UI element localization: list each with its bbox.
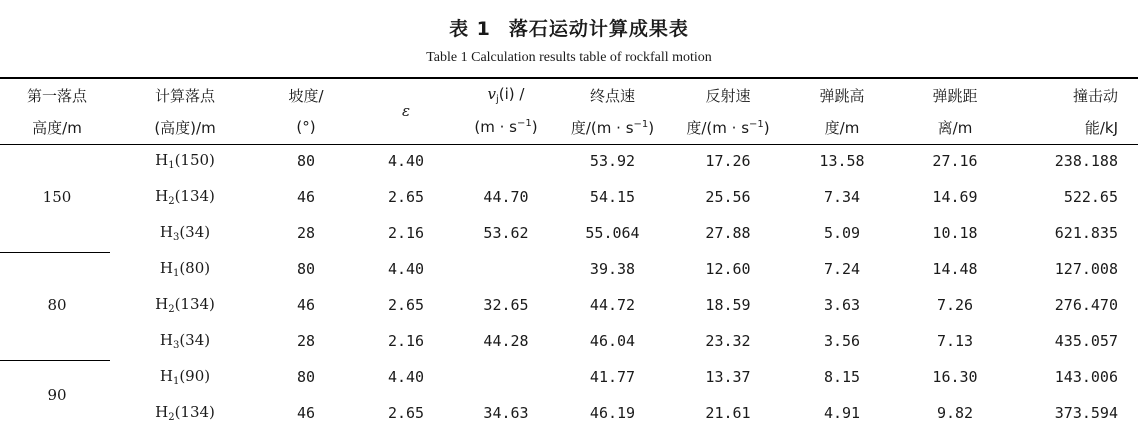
header-slope: 坡度/ bbox=[288, 86, 324, 105]
jump-height-cell: 5.09 bbox=[823, 224, 861, 242]
jump-distance-cell: 9.82 bbox=[936, 404, 974, 422]
impact-energy-cell: 522.65 bbox=[1063, 188, 1118, 206]
jump-height-cell: 4.91 bbox=[823, 404, 861, 422]
epsilon-cell: 2.65 bbox=[387, 296, 425, 314]
epsilon-cell: 4.40 bbox=[387, 260, 425, 278]
reflect-velocity-cell: 13.37 bbox=[705, 368, 751, 386]
reflect-velocity-cell: 17.26 bbox=[705, 152, 751, 170]
slope-cell: 80 bbox=[296, 260, 316, 278]
slope-cell: 80 bbox=[296, 152, 316, 170]
jump-distance-cell: 14.69 bbox=[932, 188, 978, 206]
velocity-cell: 34.63 bbox=[483, 404, 529, 422]
header-calc-point-unit: (高度)/m bbox=[154, 118, 216, 137]
calc-point-cell: $H_2(134)$ bbox=[155, 295, 215, 315]
header-slope-unit: (°) bbox=[296, 118, 316, 136]
slope-cell: 28 bbox=[296, 224, 316, 242]
header-impact-energy: 撞击动 bbox=[1072, 86, 1118, 105]
header-reflect-velocity: 反射速 bbox=[705, 86, 751, 105]
header-first-point-unit: 高度/m bbox=[32, 118, 82, 137]
header-jump-height-unit: 度/m bbox=[824, 118, 860, 137]
velocity-cell: 44.70 bbox=[483, 188, 529, 206]
header-jump-distance-unit: 离/m bbox=[937, 118, 973, 137]
jump-distance-cell: 14.48 bbox=[932, 260, 978, 278]
jump-height-cell: 3.56 bbox=[823, 332, 861, 350]
header-epsilon: ε bbox=[401, 102, 411, 120]
velocity-cell: 53.62 bbox=[483, 224, 529, 242]
calc-point-cell: $H_3(34)$ bbox=[159, 331, 211, 351]
velocity-cell: 32.65 bbox=[483, 296, 529, 314]
table-title-zh: 落石运动计算成果表 bbox=[508, 18, 689, 40]
reflect-velocity-cell: 27.88 bbox=[705, 224, 751, 242]
table-row bbox=[0, 395, 1138, 431]
jump-distance-cell: 7.26 bbox=[936, 296, 974, 314]
end-velocity-cell: 55.064 bbox=[585, 224, 640, 242]
slope-cell: 46 bbox=[296, 296, 316, 314]
jump-distance-cell: 27.16 bbox=[932, 152, 978, 170]
table-row bbox=[0, 359, 1138, 395]
table-title bbox=[0, 14, 1138, 41]
calc-point-cell: $H_2(134)$ bbox=[155, 403, 215, 423]
calc-point-cell: $H_1(80)$ bbox=[159, 259, 211, 279]
velocity-cell bbox=[456, 251, 556, 287]
end-velocity-cell: 39.38 bbox=[589, 260, 636, 278]
slope-cell: 80 bbox=[296, 368, 316, 386]
slope-cell: 46 bbox=[296, 404, 316, 422]
header-jump-height: 弹跳高 bbox=[819, 86, 865, 105]
jump-height-cell: 8.15 bbox=[823, 368, 861, 386]
header-reflect-velocity-unit: 度$/(m \cdot s^{-1})$ bbox=[686, 118, 770, 137]
end-velocity-cell: 53.92 bbox=[589, 152, 636, 170]
table-row bbox=[0, 251, 1138, 287]
reflect-velocity-cell: 21.61 bbox=[705, 404, 751, 422]
impact-energy-cell: 435.057 bbox=[1054, 332, 1118, 350]
velocity-cell: 44.28 bbox=[483, 332, 529, 350]
group-height-cell: 90 bbox=[47, 386, 67, 404]
epsilon-cell: 4.40 bbox=[387, 368, 425, 386]
calc-point-cell: $H_1(90)$ bbox=[159, 367, 211, 387]
epsilon-cell: 2.65 bbox=[387, 404, 425, 422]
table-label: 表 1 bbox=[449, 18, 491, 40]
header-end-velocity: 终点速 bbox=[589, 86, 635, 105]
results-table bbox=[0, 79, 1138, 431]
jump-distance-cell: 7.13 bbox=[936, 332, 974, 350]
group-height-cell: 80 bbox=[47, 296, 67, 314]
impact-energy-cell: 621.835 bbox=[1054, 224, 1118, 242]
velocity-cell bbox=[456, 359, 556, 395]
reflect-velocity-cell: 23.32 bbox=[705, 332, 751, 350]
header-end-velocity-unit: 度$/(m \cdot s^{-1})$ bbox=[570, 118, 655, 137]
jump-distance-cell: 10.18 bbox=[932, 224, 978, 242]
jump-height-cell: 7.24 bbox=[823, 260, 861, 278]
jump-distance-cell: 16.30 bbox=[932, 368, 978, 386]
table-title-en: Table 1 Calculation results table of rockfall motion bbox=[426, 50, 712, 65]
reflect-velocity-cell: 18.59 bbox=[705, 296, 751, 314]
header-impact-energy-unit: 能/kJ bbox=[1084, 118, 1118, 137]
table-header bbox=[0, 79, 1138, 143]
epsilon-cell: 2.65 bbox=[387, 188, 425, 206]
end-velocity-cell: 41.77 bbox=[589, 368, 636, 386]
impact-energy-cell: 373.594 bbox=[1054, 404, 1118, 422]
end-velocity-cell: 54.15 bbox=[589, 188, 636, 206]
table-row bbox=[0, 287, 1138, 323]
table-row bbox=[0, 179, 1138, 215]
table-row bbox=[0, 323, 1138, 359]
calc-point-cell: $H_2(134)$ bbox=[155, 187, 215, 207]
reflect-velocity-cell: 25.56 bbox=[705, 188, 751, 206]
group-height-cell: 150 bbox=[42, 188, 72, 206]
header-calc-point: 计算落点 bbox=[154, 86, 215, 105]
header-velocity: $v_j(i)$ / bbox=[487, 85, 525, 105]
reflect-velocity-cell: 12.60 bbox=[705, 260, 751, 278]
slope-cell: 46 bbox=[296, 188, 316, 206]
jump-height-cell: 7.34 bbox=[823, 188, 861, 206]
impact-energy-cell: 276.470 bbox=[1054, 296, 1118, 314]
epsilon-cell: 4.40 bbox=[387, 152, 425, 170]
table-row bbox=[0, 143, 1138, 179]
jump-height-cell: 13.58 bbox=[819, 152, 865, 170]
impact-energy-cell: 127.008 bbox=[1054, 260, 1118, 278]
jump-height-cell: 3.63 bbox=[823, 296, 861, 314]
header-jump-distance: 弹跳距 bbox=[932, 86, 978, 105]
table-row bbox=[0, 215, 1138, 251]
impact-energy-cell: 238.188 bbox=[1054, 152, 1118, 170]
end-velocity-cell: 46.19 bbox=[589, 404, 636, 422]
epsilon-cell: 2.16 bbox=[387, 332, 425, 350]
end-velocity-cell: 46.04 bbox=[589, 332, 636, 350]
header-velocity-unit: $(m \cdot s^{-1})$ bbox=[474, 118, 538, 136]
end-velocity-cell: 44.72 bbox=[589, 296, 636, 314]
table-body bbox=[0, 143, 1138, 431]
calc-point-cell: $H_1(150)$ bbox=[155, 151, 215, 171]
epsilon-cell: 2.16 bbox=[387, 224, 425, 242]
velocity-cell bbox=[456, 143, 556, 179]
header-first-point: 第一落点 bbox=[26, 86, 87, 105]
slope-cell: 28 bbox=[296, 332, 316, 350]
impact-energy-cell: 143.006 bbox=[1054, 368, 1118, 386]
calc-point-cell: $H_3(34)$ bbox=[159, 223, 211, 243]
